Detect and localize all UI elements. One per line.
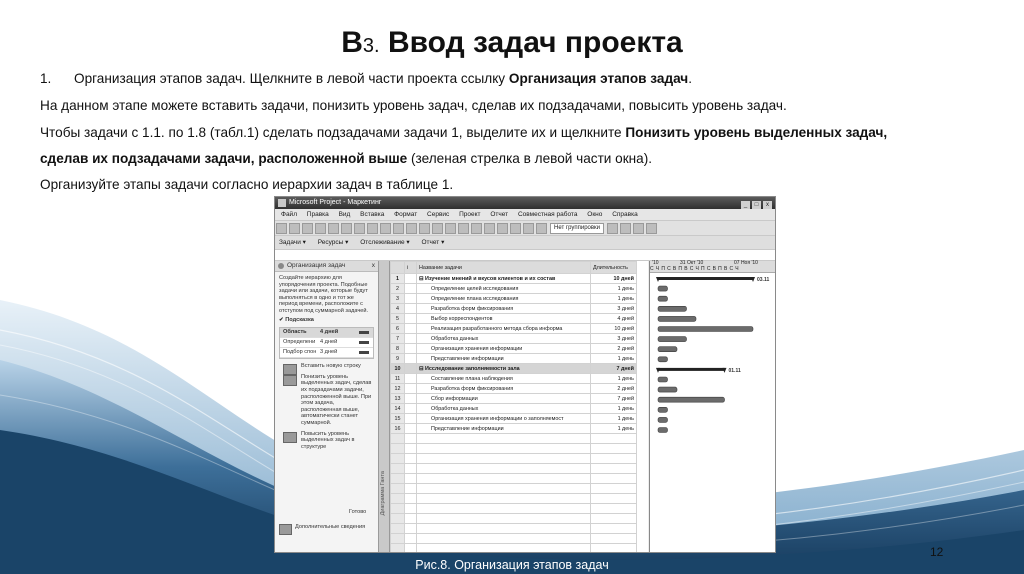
task-bar[interactable] bbox=[658, 316, 696, 321]
duration-cell[interactable]: 4 дней bbox=[591, 314, 637, 324]
empty-cell[interactable] bbox=[591, 444, 637, 454]
empty-cell[interactable] bbox=[417, 454, 591, 464]
row-id[interactable]: 8 bbox=[391, 344, 405, 354]
duration-column-header[interactable]: Длительность bbox=[591, 262, 637, 274]
empty-row[interactable] bbox=[391, 474, 637, 484]
table-row[interactable] bbox=[391, 404, 637, 414]
indicator-cell[interactable] bbox=[405, 424, 417, 434]
indicator-cell[interactable] bbox=[405, 284, 417, 294]
empty-cell[interactable] bbox=[417, 544, 591, 554]
task-name-cell[interactable]: Организация хранения информации о заполняемост bbox=[417, 414, 591, 424]
app-icon bbox=[278, 199, 286, 207]
insert-row-label: Вставить новую строку bbox=[301, 363, 361, 370]
view-bar-label: Диаграмма Ганта bbox=[380, 471, 386, 516]
empty-cell[interactable] bbox=[391, 544, 405, 554]
empty-cell[interactable] bbox=[391, 434, 405, 444]
task-name-cell[interactable]: Определение целей исследования bbox=[417, 284, 591, 294]
table-row[interactable] bbox=[391, 344, 637, 354]
timescale-days: С Ч П С В П В С Ч П С В П В С Ч bbox=[650, 265, 740, 272]
arrow-icon bbox=[359, 331, 369, 334]
guide-report-button[interactable]: Отчет ▾ bbox=[421, 239, 445, 246]
indicator-cell[interactable] bbox=[405, 374, 417, 384]
paragraph-4-text: (зеленая стрелка в левой части окна). bbox=[407, 151, 653, 166]
menu-file[interactable]: Файл bbox=[281, 211, 297, 218]
empty-cell[interactable] bbox=[591, 524, 637, 534]
table-header bbox=[391, 262, 637, 274]
task-bar[interactable] bbox=[658, 306, 687, 311]
done-link[interactable]: Готово bbox=[349, 509, 367, 515]
duration-cell[interactable]: 7 дней bbox=[591, 364, 637, 374]
insert-row-option[interactable] bbox=[279, 363, 374, 370]
grouping-select[interactable]: Нет группировки bbox=[550, 223, 604, 234]
project-guide-toolbar bbox=[275, 235, 775, 249]
duration-cell[interactable]: 2 дней bbox=[591, 344, 637, 354]
duration-cell[interactable]: 10 дней bbox=[591, 324, 637, 334]
task-name-cell[interactable]: Организация хранения информации bbox=[417, 344, 591, 354]
row-id[interactable]: 9 bbox=[391, 354, 405, 364]
paragraph-4-bold: сделав их подзадачами задачи, расположенной выше bbox=[40, 151, 408, 166]
split-icon[interactable] bbox=[458, 223, 469, 234]
mini-dur: 3 дней bbox=[320, 349, 338, 356]
menu-report[interactable]: Отчет bbox=[490, 211, 509, 218]
task-info-icon[interactable] bbox=[471, 223, 482, 234]
duration-cell[interactable]: 2 дней bbox=[591, 384, 637, 394]
task-name-cell[interactable]: Обработка данных bbox=[417, 404, 591, 414]
task-name-cell[interactable]: Определение плана исследования bbox=[417, 294, 591, 304]
task-table bbox=[390, 261, 648, 552]
empty-cell[interactable] bbox=[591, 534, 637, 544]
empty-row[interactable] bbox=[391, 464, 637, 474]
paragraph-2: На данном этапе можете вставить задачи, понизить уровень задач, сделав их подзадачами, повысить уровень задач. bbox=[40, 98, 787, 113]
indicator-cell[interactable] bbox=[405, 384, 417, 394]
paste-icon[interactable] bbox=[380, 223, 391, 234]
indicator-cell[interactable] bbox=[405, 334, 417, 344]
mini-name: Определени bbox=[283, 339, 316, 346]
corner-cell[interactable] bbox=[391, 262, 405, 274]
row-id[interactable]: 5 bbox=[391, 314, 405, 324]
table-row[interactable] bbox=[391, 304, 637, 314]
row-id[interactable]: 7 bbox=[391, 334, 405, 344]
gantt-timescale bbox=[650, 261, 776, 273]
empty-cell[interactable] bbox=[591, 504, 637, 514]
empty-cell[interactable] bbox=[417, 504, 591, 514]
window-title: Microsoft Project - Маркетинг bbox=[289, 199, 382, 206]
table-row[interactable] bbox=[391, 284, 637, 294]
goto-task-icon[interactable] bbox=[633, 223, 644, 234]
empty-cell[interactable] bbox=[405, 474, 417, 484]
table-row[interactable] bbox=[391, 324, 637, 334]
table-row[interactable] bbox=[391, 364, 637, 374]
window-controls bbox=[739, 199, 772, 211]
copy-icon[interactable] bbox=[367, 223, 378, 234]
empty-row[interactable] bbox=[391, 434, 637, 444]
timescale-top: 07 Ноя '10 bbox=[734, 260, 758, 266]
notes-icon[interactable] bbox=[484, 223, 495, 234]
task-name-cell[interactable]: Реализация разработанного метода сбора информа bbox=[417, 324, 591, 334]
duration-cell[interactable]: 7 дней bbox=[591, 394, 637, 404]
row-id[interactable]: 12 bbox=[391, 384, 405, 394]
row-id[interactable]: 4 bbox=[391, 304, 405, 314]
demote-option[interactable] bbox=[279, 374, 374, 427]
guide-resources-button[interactable]: Ресурсы ▾ bbox=[317, 239, 349, 246]
empty-cell[interactable] bbox=[417, 524, 591, 534]
indicator-cell[interactable] bbox=[405, 414, 417, 424]
mini-row bbox=[280, 348, 373, 358]
menu-bar bbox=[275, 209, 775, 220]
menu-collaborate[interactable]: Совместная работа bbox=[517, 211, 578, 218]
mini-name: Область bbox=[283, 329, 307, 336]
empty-cell[interactable] bbox=[391, 504, 405, 514]
guide-tasks-button[interactable]: Задачи ▾ bbox=[279, 239, 306, 246]
table-row[interactable] bbox=[391, 374, 637, 384]
empty-cell[interactable] bbox=[405, 444, 417, 454]
indicator-cell[interactable] bbox=[405, 344, 417, 354]
link-icon[interactable] bbox=[432, 223, 443, 234]
empty-row[interactable] bbox=[391, 454, 637, 464]
empty-row[interactable] bbox=[391, 514, 637, 524]
unlink-icon[interactable] bbox=[445, 223, 456, 234]
timescale-top: '10 bbox=[652, 260, 659, 266]
task-bar[interactable] bbox=[658, 397, 725, 402]
table-row[interactable] bbox=[391, 334, 637, 344]
title-text: Ввод задач проекта bbox=[379, 26, 683, 59]
pane-title: Организация задач bbox=[287, 262, 346, 269]
mini-name: Подбор спон bbox=[283, 349, 317, 356]
row-id[interactable]: 15 bbox=[391, 414, 405, 424]
empty-cell[interactable] bbox=[391, 474, 405, 484]
organize-tasks-pane bbox=[275, 261, 379, 552]
preview-icon[interactable] bbox=[328, 223, 339, 234]
empty-cell[interactable] bbox=[405, 464, 417, 474]
empty-cell[interactable] bbox=[405, 524, 417, 534]
table-row[interactable] bbox=[391, 394, 637, 404]
empty-cell[interactable] bbox=[391, 524, 405, 534]
task-name-cell[interactable]: Выбор корреспондентов bbox=[417, 314, 591, 324]
duration-cell[interactable]: 1 день bbox=[591, 284, 637, 294]
name-column-header[interactable]: Название задачи bbox=[417, 262, 591, 274]
row-id[interactable]: 2 bbox=[391, 284, 405, 294]
paragraph-4 bbox=[40, 150, 990, 168]
info-icon bbox=[279, 524, 292, 535]
table-row[interactable] bbox=[391, 274, 637, 284]
task-bar[interactable] bbox=[658, 357, 668, 362]
empty-cell[interactable] bbox=[417, 434, 591, 444]
zoom-in-icon[interactable] bbox=[607, 223, 618, 234]
summary-date-label: 03.11 bbox=[757, 277, 770, 283]
summary-bar[interactable] bbox=[658, 368, 725, 371]
empty-row[interactable] bbox=[391, 504, 637, 514]
paragraph-3 bbox=[40, 124, 990, 142]
task-name-cell[interactable]: ⊟ Исследование заполняемости зала bbox=[417, 364, 591, 374]
back-icon[interactable] bbox=[278, 263, 284, 269]
table-row[interactable] bbox=[391, 314, 637, 324]
mini-dur: 4 дней bbox=[320, 329, 339, 336]
row-id[interactable]: 16 bbox=[391, 424, 405, 434]
pane-close-button[interactable]: x bbox=[371, 262, 375, 269]
task-bar[interactable] bbox=[658, 377, 668, 382]
more-info-link[interactable] bbox=[295, 524, 365, 531]
step-text: Организация этапов задач. Щелкните в левой части проекта ссылку bbox=[74, 71, 509, 86]
empty-row[interactable] bbox=[391, 544, 637, 554]
row-id[interactable]: 3 bbox=[391, 294, 405, 304]
arrow-icon bbox=[359, 351, 369, 354]
empty-row[interactable] bbox=[391, 444, 637, 454]
empty-cell[interactable] bbox=[405, 514, 417, 524]
maximize-button[interactable]: □ bbox=[752, 201, 761, 209]
slide-title bbox=[0, 26, 1024, 60]
empty-cell[interactable] bbox=[591, 454, 637, 464]
summary-bar[interactable] bbox=[658, 277, 753, 280]
empty-row[interactable] bbox=[391, 494, 637, 504]
row-id[interactable]: 10 bbox=[391, 364, 405, 374]
duration-cell[interactable]: 3 дней bbox=[591, 334, 637, 344]
close-button[interactable]: x bbox=[763, 201, 772, 209]
duration-cell[interactable]: 1 день bbox=[591, 404, 637, 414]
row-id[interactable]: 1 bbox=[391, 274, 405, 284]
empty-cell[interactable] bbox=[591, 544, 637, 554]
table-row[interactable] bbox=[391, 414, 637, 424]
menu-format[interactable]: Формат bbox=[394, 211, 418, 218]
empty-cell[interactable] bbox=[405, 434, 417, 444]
indicator-cell[interactable] bbox=[405, 364, 417, 374]
menu-insert[interactable]: Вставка bbox=[360, 211, 385, 218]
task-bar[interactable] bbox=[658, 286, 668, 291]
indicator-cell[interactable] bbox=[405, 304, 417, 314]
redo-icon[interactable] bbox=[419, 223, 430, 234]
duration-cell[interactable]: 3 дней bbox=[591, 304, 637, 314]
menu-edit[interactable]: Правка bbox=[306, 211, 329, 218]
indicator-cell[interactable] bbox=[405, 394, 417, 404]
empty-cell[interactable] bbox=[417, 494, 591, 504]
pane-header bbox=[275, 261, 378, 272]
step-number: 1. bbox=[40, 71, 52, 86]
calendar-icon[interactable] bbox=[523, 223, 534, 234]
task-bar[interactable] bbox=[658, 407, 668, 412]
empty-cell[interactable] bbox=[591, 434, 637, 444]
empty-cell[interactable] bbox=[417, 514, 591, 524]
table-row[interactable] bbox=[391, 384, 637, 394]
print-icon[interactable] bbox=[315, 223, 326, 234]
task-bar[interactable] bbox=[658, 417, 668, 422]
task-bar[interactable] bbox=[658, 428, 668, 433]
table-row[interactable] bbox=[391, 294, 637, 304]
empty-cell[interactable] bbox=[591, 484, 637, 494]
summary-date-label: 01.11 bbox=[728, 367, 741, 374]
empty-cell[interactable] bbox=[591, 494, 637, 504]
title-letter: В bbox=[341, 26, 363, 59]
save-icon[interactable] bbox=[302, 223, 313, 234]
duration-cell[interactable]: 1 день bbox=[591, 374, 637, 384]
empty-row[interactable] bbox=[391, 484, 637, 494]
empty-cell[interactable] bbox=[391, 464, 405, 474]
assign-icon[interactable] bbox=[497, 223, 508, 234]
chart-icon[interactable] bbox=[536, 223, 547, 234]
empty-cell[interactable] bbox=[417, 464, 591, 474]
paragraph-5: Организуйте этапы задачи согласно иерархии задач в таблице 1. bbox=[40, 177, 454, 192]
duration-cell[interactable]: 10 дней bbox=[591, 274, 637, 284]
guide-tracking-button[interactable]: Отслеживание ▾ bbox=[360, 239, 410, 246]
empty-cell[interactable] bbox=[417, 484, 591, 494]
empty-cell[interactable] bbox=[405, 544, 417, 554]
empty-cell[interactable] bbox=[391, 534, 405, 544]
duration-cell[interactable]: 1 день bbox=[591, 424, 637, 434]
menu-window[interactable]: Окно bbox=[587, 211, 603, 218]
duration-cell[interactable]: 1 день bbox=[591, 294, 637, 304]
task-name-cell[interactable]: Разработка форм фиксирования bbox=[417, 384, 591, 394]
empty-cell[interactable] bbox=[405, 494, 417, 504]
empty-cell[interactable] bbox=[405, 504, 417, 514]
task-name-cell[interactable]: Обработка данных bbox=[417, 334, 591, 344]
indicator-cell[interactable] bbox=[405, 274, 417, 284]
row-id[interactable]: 11 bbox=[391, 374, 405, 384]
empty-cell[interactable] bbox=[391, 494, 405, 504]
empty-cell[interactable] bbox=[591, 464, 637, 474]
empty-cell[interactable] bbox=[417, 444, 591, 454]
timescale-top: 31 Окт '10 bbox=[680, 260, 704, 266]
task-name-cell[interactable]: ⊟ Изучение мнений и вкусов клиентов и их состав bbox=[417, 274, 591, 284]
step-end: . bbox=[688, 71, 692, 86]
undo-icon[interactable] bbox=[406, 223, 417, 234]
hint-label: Подсказка bbox=[285, 316, 314, 323]
empty-cell[interactable] bbox=[591, 474, 637, 484]
promote-icon bbox=[283, 432, 297, 443]
help-icon[interactable] bbox=[646, 223, 657, 234]
empty-cell[interactable] bbox=[417, 474, 591, 484]
pane-intro: Создайте иерархию для упорядочения проекта. Подобные задачи или задачи, которые будут выполняться в одно и тот же период времени, расположите с отступом под суммарной задачей. bbox=[279, 275, 369, 314]
step-link-name: Организация этапов задач bbox=[508, 71, 689, 86]
indicator-cell[interactable] bbox=[405, 294, 417, 304]
info-column-header[interactable]: i bbox=[405, 262, 417, 274]
more-info-label: Дополнительные сведения bbox=[295, 524, 366, 530]
empty-cell[interactable] bbox=[391, 454, 405, 464]
demote-icon bbox=[283, 375, 297, 386]
minimize-button[interactable]: _ bbox=[741, 201, 750, 209]
figure-caption: Рис.8. Организация этапов задач bbox=[415, 558, 609, 572]
row-id[interactable]: 13 bbox=[391, 394, 405, 404]
view-bar bbox=[379, 261, 390, 552]
page-number: 12 bbox=[930, 545, 944, 559]
menu-help[interactable]: Справка bbox=[612, 211, 638, 218]
empty-cell[interactable] bbox=[391, 514, 405, 524]
promote-label: Повысить уровень выделенных задач в структуре bbox=[301, 430, 355, 450]
table-row[interactable] bbox=[391, 424, 637, 434]
task-name-cell[interactable]: Составление плана наблюдения bbox=[417, 374, 591, 384]
paragraph-3-text: Чтобы задачи с 1.1. по 1.8 (табл.1) сделать подзадачами задачи 1, выделите их и щелкните bbox=[40, 125, 626, 140]
indicator-cell[interactable] bbox=[405, 404, 417, 414]
menu-project[interactable]: Проект bbox=[459, 211, 481, 218]
arrow-icon bbox=[359, 341, 369, 344]
mini-row bbox=[280, 328, 373, 338]
new-icon[interactable] bbox=[276, 223, 287, 234]
window-titlebar bbox=[275, 197, 775, 209]
cut-icon[interactable] bbox=[354, 223, 365, 234]
mini-row bbox=[280, 338, 373, 348]
task-name-cell[interactable]: Представление информации bbox=[417, 424, 591, 434]
indicator-cell[interactable] bbox=[405, 354, 417, 364]
hint-example-table bbox=[279, 327, 374, 359]
task-name-cell[interactable]: Разработка форм фиксирования bbox=[417, 304, 591, 314]
empty-cell[interactable] bbox=[405, 454, 417, 464]
empty-cell[interactable] bbox=[591, 514, 637, 524]
duration-cell[interactable]: 1 день bbox=[591, 414, 637, 424]
empty-cell[interactable] bbox=[405, 534, 417, 544]
task-bar[interactable] bbox=[658, 347, 677, 352]
task-bar[interactable] bbox=[658, 296, 668, 301]
row-id[interactable]: 14 bbox=[391, 404, 405, 414]
title-number: 3. bbox=[362, 35, 380, 57]
menu-view[interactable]: Вид bbox=[338, 211, 351, 218]
empty-cell[interactable] bbox=[391, 484, 405, 494]
task-name-cell[interactable]: Сбор информации bbox=[417, 394, 591, 404]
empty-cell[interactable] bbox=[405, 484, 417, 494]
indicator-cell[interactable] bbox=[405, 314, 417, 324]
row-id[interactable]: 6 bbox=[391, 324, 405, 334]
hint-toggle[interactable]: ✔ Подсказка bbox=[279, 316, 314, 323]
indicator-cell[interactable] bbox=[405, 324, 417, 334]
empty-cell[interactable] bbox=[391, 444, 405, 454]
step-line-1 bbox=[40, 70, 990, 88]
task-name-cell[interactable]: Представление информации bbox=[417, 354, 591, 364]
mini-dur: 4 дней bbox=[320, 339, 338, 346]
task-bar[interactable] bbox=[658, 337, 687, 342]
empty-row[interactable] bbox=[391, 534, 637, 544]
paragraph-3-bold: Понизить уровень выделенных задач, bbox=[625, 125, 888, 140]
empty-cell[interactable] bbox=[417, 534, 591, 544]
open-icon[interactable] bbox=[289, 223, 300, 234]
gantt-bars bbox=[650, 273, 776, 552]
task-bar[interactable] bbox=[658, 327, 753, 332]
ms-project-screenshot bbox=[274, 196, 776, 553]
task-bar[interactable] bbox=[658, 387, 677, 392]
gantt-chart bbox=[649, 261, 776, 552]
standard-toolbar bbox=[275, 220, 775, 235]
zoom-out-icon[interactable] bbox=[620, 223, 631, 234]
duration-cell[interactable]: 1 день bbox=[591, 354, 637, 364]
menu-tools[interactable]: Сервис bbox=[427, 211, 450, 218]
publish-icon[interactable] bbox=[510, 223, 521, 234]
spelling-icon[interactable] bbox=[341, 223, 352, 234]
empty-row[interactable] bbox=[391, 524, 637, 534]
demote-label: Понизить уровень выделенных задач, сделав их подзадачами задачи, расположенной выше. При этом задача, расположенная выше, автоматически станет суммарной. bbox=[301, 373, 372, 426]
promote-option[interactable] bbox=[279, 431, 374, 451]
table-row[interactable] bbox=[391, 354, 637, 364]
format-painter-icon[interactable] bbox=[393, 223, 404, 234]
